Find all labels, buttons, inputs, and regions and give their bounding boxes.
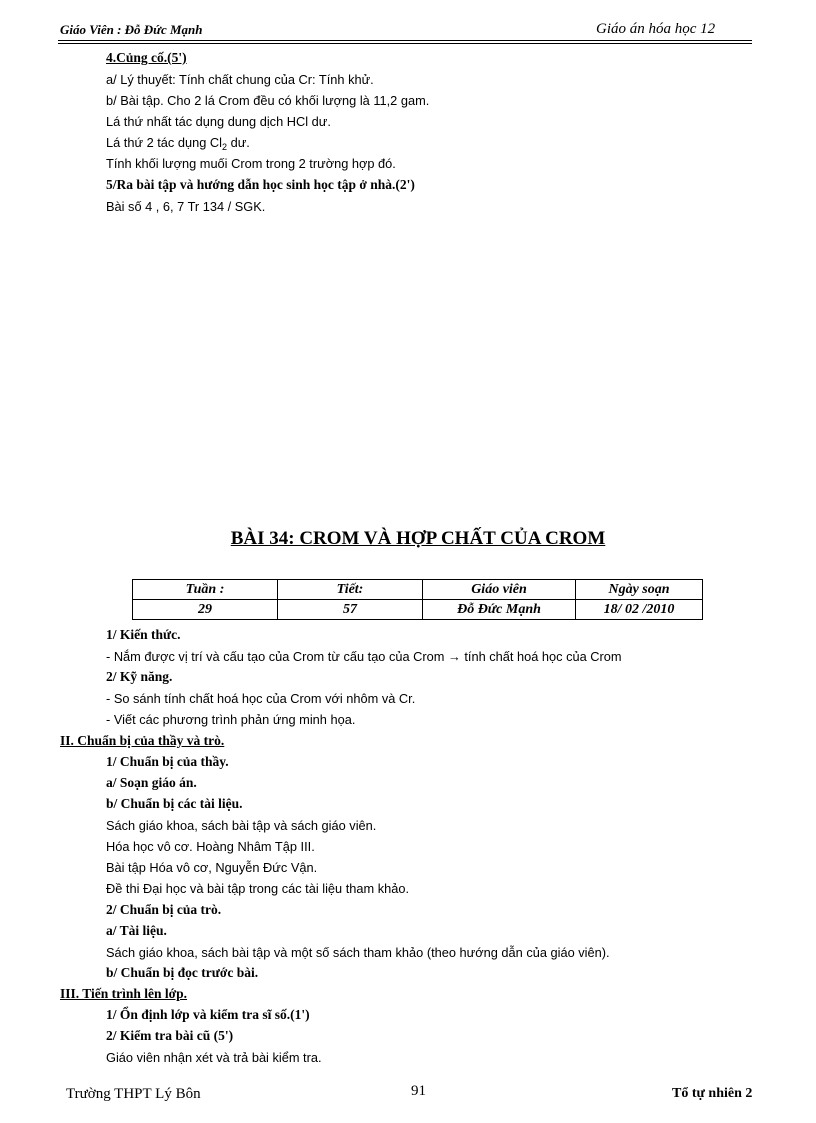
- line-tinh-khoi-luong: Tính khối lượng muối Crom trong 2 trường hợp đó.: [106, 156, 396, 171]
- info-value-tiet: 57: [278, 600, 423, 620]
- line-kiem-tra: Giáo viên nhận xét và trả bài kiểm tra.: [106, 1050, 322, 1065]
- heading-ky-nang: 2/ Kỹ năng.: [106, 669, 173, 684]
- heading-section-2: II. Chuẩn bị của thầy và trò.: [60, 733, 225, 748]
- info-header-tuan: Tuần :: [133, 580, 278, 600]
- footer-page-number: 91: [411, 1083, 426, 1099]
- subscript-2: 2: [222, 142, 228, 152]
- line-tai-lieu-2: Hóa học vô cơ. Hoàng Nhâm Tập III.: [106, 839, 315, 854]
- header-teacher: Giáo Viên : Đỗ Đức Mạnh: [60, 22, 203, 37]
- heading-chuan-bi-thay: 1/ Chuẩn bị của thầy.: [106, 754, 229, 769]
- heading-chuan-bi-tai-lieu: b/ Chuẩn bị các tài liệu.: [106, 796, 243, 811]
- info-value-ngay-soan: 18/ 02 /2010: [576, 600, 703, 620]
- info-value-giao-vien: Đỗ Đức Mạnh: [423, 600, 576, 620]
- line-ky-nang-2: - Viết các phương trình phản ứng minh họa.: [106, 712, 356, 727]
- heading-soan-giao-an: a/ Soạn giáo án.: [106, 775, 197, 790]
- line-la-thu-hai-pre: Lá thứ 2 tác dụng Cl: [106, 135, 222, 150]
- line-bai-so: Bài số 4 , 6, 7 Tr 134 / SGK.: [106, 199, 266, 214]
- info-table: [132, 579, 703, 620]
- footer-group: Tổ tự nhiên 2: [672, 1086, 753, 1101]
- header-title: Giáo án hóa học 12: [596, 21, 716, 37]
- line-bai-tap: b/ Bài tập. Cho 2 lá Crom đều có khối lượng là 11,2 gam.: [106, 93, 430, 108]
- header-rule-top: [58, 40, 752, 41]
- line-la-thu-nhat: Lá thứ nhất tác dụng dung dịch HCl dư.: [106, 114, 331, 129]
- lesson-title: BÀI 34: CROM VÀ HỢP CHẤT CỦA CROM: [230, 528, 606, 549]
- heading-doc-truoc-bai: b/ Chuẩn bị đọc trước bài.: [106, 965, 259, 980]
- line-la-thu-hai-post: dư.: [227, 135, 250, 150]
- heading-section-3: III. Tiến trình lên lớp.: [60, 986, 188, 1001]
- header-rule-bottom: [58, 43, 752, 44]
- info-table-value-row: [133, 600, 703, 620]
- line-ly-thuyet: a/ Lý thuyết: Tính chất chung của Cr: Tính khử.: [106, 72, 374, 87]
- info-header-giao-vien: Giáo viên: [423, 580, 576, 600]
- line-la-thu-hai: [106, 135, 250, 152]
- heading-cung-co: 4.Củng cố.(5'): [106, 50, 187, 65]
- line-kien-thuc: - Nắm được vị trí và cấu tạo của Crom từ cấu tạo của Crom → tính chất hoá học của Crom: [106, 649, 622, 664]
- line-tai-lieu-1: Sách giáo khoa, sách bài tập và sách giáo viên.: [106, 818, 377, 833]
- heading-chuan-bi-tro: 2/ Chuẩn bị của trò.: [106, 902, 222, 917]
- line-tai-lieu-4: Đề thi Đại học và bài tập trong các tài liệu tham khảo.: [106, 881, 410, 896]
- heading-kien-thuc: 1/ Kiến thức.: [106, 627, 181, 642]
- heading-tro-tai-lieu: a/ Tài liệu.: [106, 923, 167, 938]
- heading-ra-bai-tap: 5/Ra bài tập và hướng dẫn học sinh học tập ở nhà.(2'): [106, 177, 415, 192]
- info-value-tuan: 29: [133, 600, 278, 620]
- info-header-tiet: Tiết:: [278, 580, 423, 600]
- info-header-ngay-soan: Ngày soạn: [576, 580, 703, 600]
- line-tai-lieu-3: Bài tập Hóa vô cơ, Nguyễn Đức Vận.: [106, 860, 318, 875]
- footer-school: Trường THPT Lý Bôn: [66, 1086, 201, 1102]
- heading-kiem-tra-bai-cu: 2/ Kiểm tra bài cũ (5'): [106, 1028, 234, 1043]
- line-tro-tai-lieu: Sách giáo khoa, sách bài tập và một số sách tham khảo (theo hướng dẫn của giáo viên).: [106, 945, 610, 960]
- line-ky-nang-1: - So sánh tính chất hoá học của Crom với nhôm và Cr.: [106, 691, 416, 706]
- info-table-header-row: [133, 580, 703, 600]
- heading-on-dinh-lop: 1/ Ổn định lớp và kiểm tra sĩ số.(1'): [106, 1007, 310, 1022]
